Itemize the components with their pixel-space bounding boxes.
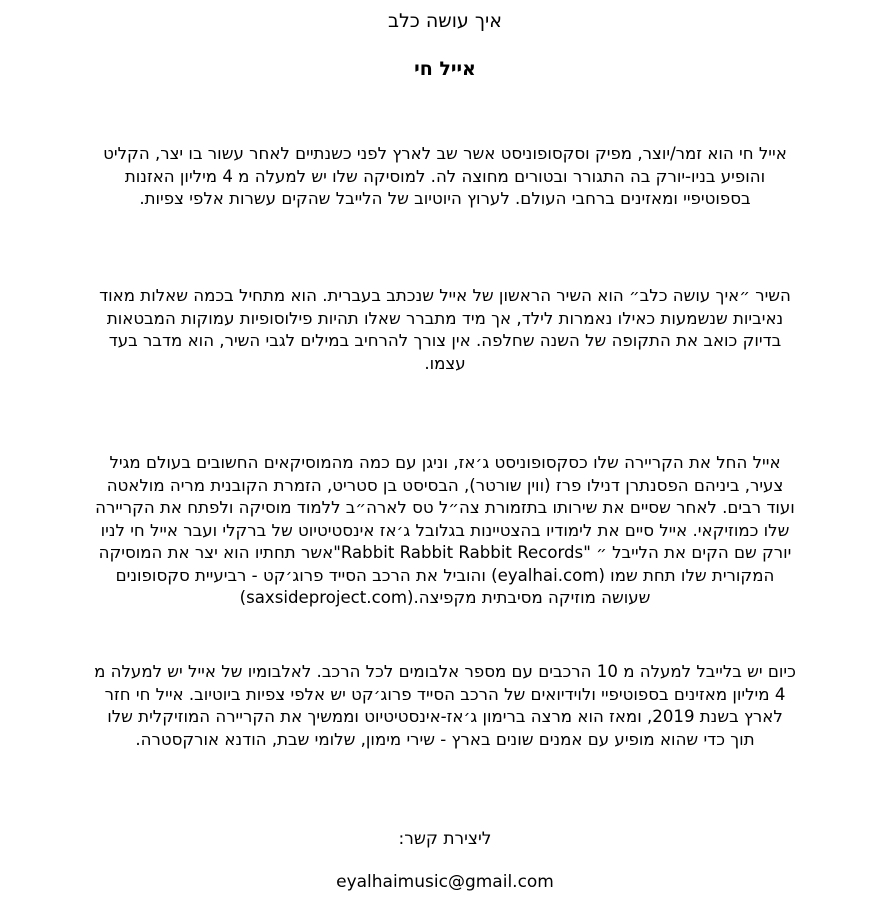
paragraph-line: בדיוק כואב את התקופה של השנה שחלפה. אין צורך להרחיב במילים לגבי השיר, הוא מדבר בעד [108, 331, 782, 350]
paragraph-line: המקורית שלו תחת שמו (eyalhai.com) והוביל את הרכב הסייד פרוג׳קט - רביעיית סקסופונים [115, 565, 775, 585]
artist-name: אייל חי [414, 58, 476, 80]
paragraph-line: השיר ״איך עושה כלב״ הוא השיר הראשון של אייל שנכתב בעברית. הוא מתחיל בכמה שאלות מאוד [99, 286, 791, 305]
paragraph-line: ועוד רבים. לאחר שסיים את שירותו בתזמורת צה״ל טס לארה״ב ללמוד מוסיקה ולפתח את הקריירה [95, 498, 795, 517]
paragraph-line: אייל חי הוא זמר/יוצר, מפיק וסקסופוניסט אשר שב לארץ לפני כשנתיים לאחר עשור בו יצר, הקליט [103, 144, 787, 163]
paragraph-line: עצמו. [424, 353, 466, 373]
current-paragraph [30, 661, 860, 751]
paragraph-line: שעושה מוזיקה מסיבתית מקפיצה.(saxsideproject.com) [239, 588, 651, 607]
contact-email: eyalhaimusic@gmail.com [336, 872, 554, 892]
contact-label: ליצירת קשר: [398, 829, 492, 849]
paragraph-line: בספוטיפיי ומאזינים ברחבי העולם. לערוץ היוטיוב של הלייבל שהקים עשרות אלפי צפיות. [139, 189, 751, 208]
paragraph-line: לארץ בשנת 2019, ומאז הוא מרצה ברימון ג׳אז-אינסטיטיוט וממשיך את הקריירה המוזיקלית שלו [107, 707, 783, 726]
paragraph-line: אייל החל את הקריירה שלו כסקסופוניסט ג׳אז, וניגן עם כמה מהמוסיקאים החשובים בעולם מגיל [109, 453, 781, 472]
paragraph-line: 4 מיליון מאזינים בספוטיפיי ולוידיואים של הרכב הסייד פרוג׳קט יש אלפי צפיות ביוטיוב. אייל חי חזר [104, 684, 786, 704]
song-paragraph [30, 285, 860, 375]
paragraph-line: נאיביות שנשמעות כאילו נאמרות לילד, אך מיד מתברר שאלו תהיות פילוסופיות עמוקות המבטאות [106, 308, 784, 328]
paragraph-line: תוך כדי שהוא מופיע עם אמנים שונים בארץ - שירי מימון, שלומי שבת, הודנא אורקסטרה. [135, 729, 755, 749]
paragraph-line: יורק שם הקים את הלייבל ״ "Rabbit Rabbit Rabbit Records"אשר תחתיו הוא יצר את המוסיקה [98, 543, 792, 562]
paragraph-line: כיום יש בלייבל למעלה מ 10 הרכבים עם מספר אלבומים לכל הרכב. לאלבומיו של אייל יש למעלה מ [94, 662, 796, 681]
paragraph-line: צעיר, ביניהם הפסנתרן דנילו פרז (ווין שורטר), הבסיסט בן סטריט, הזמרת הקובנית מריה מולאטה [106, 475, 784, 495]
song-title: איך עושה כלב [387, 10, 502, 32]
paragraph-line: והופיע בניו-יורק בה התגורר ובטורים מחוצה לה. למוסיקה שלו יש למעלה מ 4 מיליון האזנות [124, 166, 766, 186]
career-paragraph [30, 452, 860, 610]
paragraph-line: שלו כמוזיקאי. אייל סיים את לימודיו בהצטיינות בגלובל ג׳אז אינסטיטיוט של ברקלי ועבר אייל חי לניו [100, 520, 790, 540]
bio-paragraph-1 [30, 143, 860, 211]
